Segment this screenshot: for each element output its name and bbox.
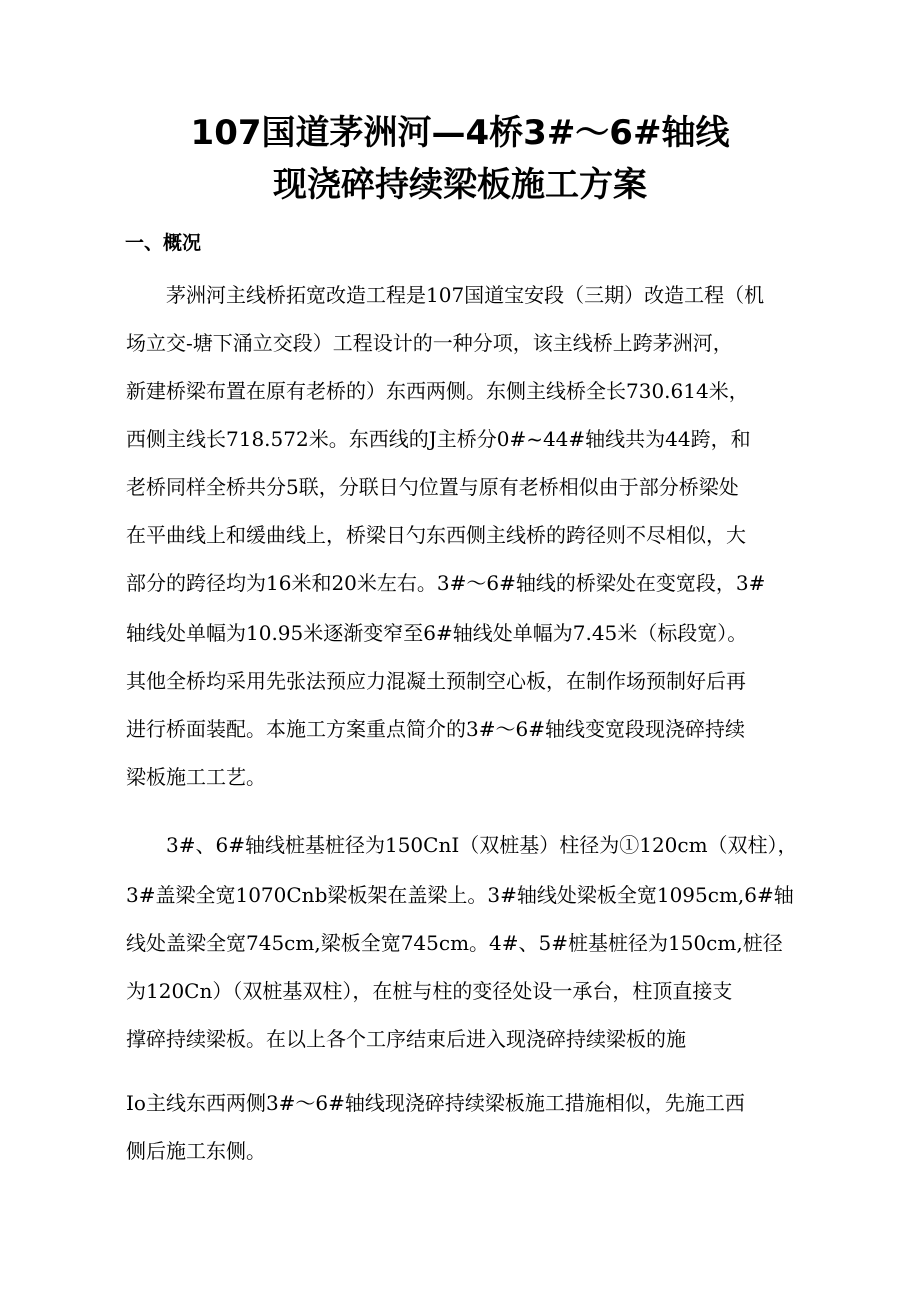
paragraph-1-line: 梁板施工工艺。 xyxy=(126,765,266,789)
section-heading: 一、概况 xyxy=(125,232,202,254)
paragraph-1-line: 部分的跨径均为16米和20米左右。3#～6#轴线的桥梁处在变宽段，3# xyxy=(126,571,766,595)
paragraph-1-line: 场立交-塘下涌立交段）工程设计的一种分项，该主线桥上跨茅洲河， xyxy=(126,331,733,355)
paragraph-2-line: 3#盖梁全宽1070Cnb梁板架在盖梁上。3#轴线处梁板全宽1095cm,6#轴 xyxy=(126,883,794,907)
paragraph-1-line: 老桥同样全桥共分5联，分联日勺位置与原有老桥相似由于部分桥梁处 xyxy=(126,475,739,499)
paragraph-1-line: 西侧主线长718.572米。东西线的J主桥分0#~44#轴线共为44跨，和 xyxy=(126,427,751,451)
paragraph-2-line: 撑碎持续梁板。在以上各个工序结束后进入现浇碎持续梁板的施 xyxy=(126,1027,686,1051)
paragraph-1-line: 新建桥梁布置在原有老桥的）东西两侧。东侧主线桥全长730.614米， xyxy=(126,379,749,403)
paragraph-1-line: 轴线处单幅为10.95米逐渐变窄至6#轴线处单幅为7.45米（标段宽）。 xyxy=(126,621,748,645)
paragraph-2-line: 为120Cn）（双桩基双柱），在桩与柱的变径处设一承台，柱顶直接支 xyxy=(126,979,733,1003)
paragraph-3-line: Io主线东西两侧3#～6#轴线现浇碎持续梁板施工措施相似，先施工西 xyxy=(126,1091,745,1115)
paragraph-1-line: 茅洲河主线桥拓宽改造工程是107国道宝安段（三期）改造工程（机 xyxy=(166,283,765,307)
paragraph-3-line: 侧后施工东侧。 xyxy=(126,1139,266,1163)
paragraph-2-line: 线处盖梁全宽745cm,梁板全宽745cm。4#、5#桩基桩径为150cm,桩径 xyxy=(126,931,783,955)
document-title-line-1: 107国道茅洲河—4桥3#～6#轴线 xyxy=(190,113,730,153)
document-title-line-2: 现浇碎持续梁板施工方案 xyxy=(273,165,647,205)
paragraph-1-line: 在平曲线上和缓曲线上，桥梁日勺东西侧主线桥的跨径则不尽相似，大 xyxy=(126,523,746,547)
paragraph-1-line: 进行桥面装配。本施工方案重点简介的3#～6#轴线变宽段现浇碎持续 xyxy=(126,717,745,741)
paragraph-1-line: 其他全桥均采用先张法预应力混凝土预制空心板，在制作场预制好后再 xyxy=(126,669,746,693)
paragraph-2-line: 3#、6#轴线桩基桩径为150CnI（双桩基）柱径为①120cm（双柱）， xyxy=(166,833,798,857)
